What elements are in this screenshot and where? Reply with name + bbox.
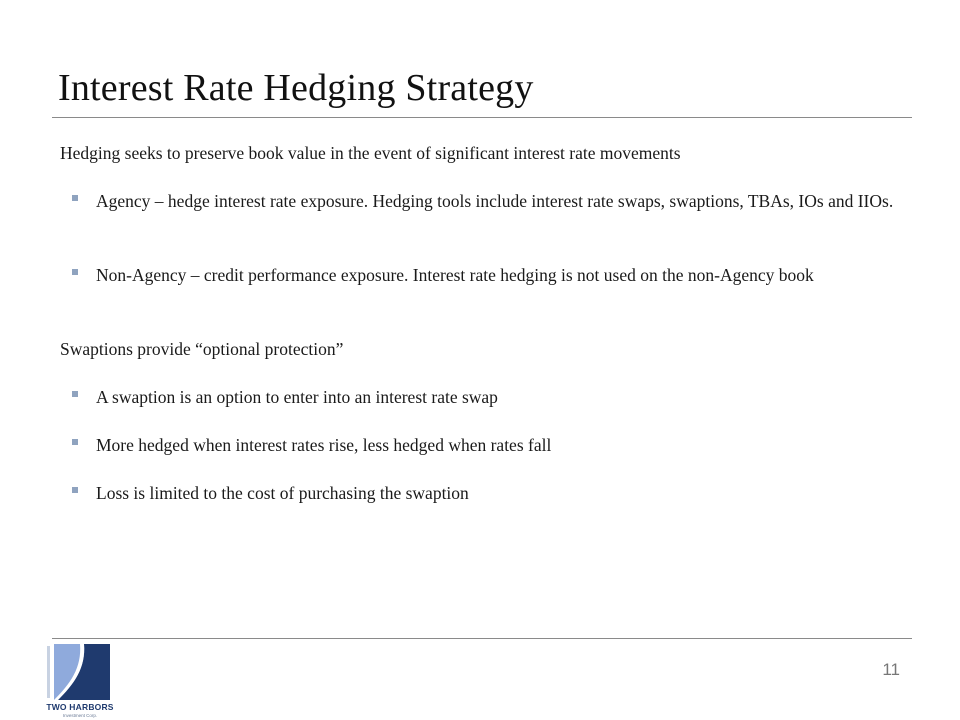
logo-mark-icon [44, 642, 116, 702]
bullet-text: More hedged when interest rates rise, less hedged when rates fall [96, 435, 552, 455]
section-heading-swaptions: Swaptions provide “optional protection” [60, 339, 344, 359]
title-divider [52, 117, 912, 118]
bullet-text: Loss is limited to the cost of purchasing the swaption [96, 483, 469, 503]
square-bullet-icon [72, 195, 78, 201]
square-bullet-icon [72, 391, 78, 397]
bullet-item [72, 480, 912, 506]
page-number: 11 [882, 660, 900, 679]
section-heading-hedging: Hedging seeks to preserve book value in the event of significant interest rate movements [60, 143, 681, 163]
square-bullet-icon [72, 487, 78, 493]
bullet-item [72, 262, 912, 288]
logo-subtitle: Investment Corp. [62, 713, 98, 718]
slide-title: Interest Rate Hedging Strategy [58, 67, 534, 109]
footer-divider [52, 638, 912, 639]
bullet-text: A swaption is an option to enter into an interest rate swap [96, 387, 498, 407]
logo-name: TWO HARBORS [46, 702, 114, 712]
bullet-item [72, 384, 912, 410]
bullet-item [72, 432, 912, 458]
square-bullet-icon [72, 269, 78, 275]
square-bullet-icon [72, 439, 78, 445]
logo-vertical-strip [47, 646, 50, 698]
bullet-item [72, 188, 912, 214]
bullet-text: Non-Agency – credit performance exposure. Interest rate hedging is not used on the non-Agency book [96, 265, 814, 285]
bullet-text: Agency – hedge interest rate exposure. Hedging tools include interest rate swaps, swaptions, TBAs, IOs and IIOs. [96, 191, 894, 211]
company-logo [44, 642, 116, 720]
